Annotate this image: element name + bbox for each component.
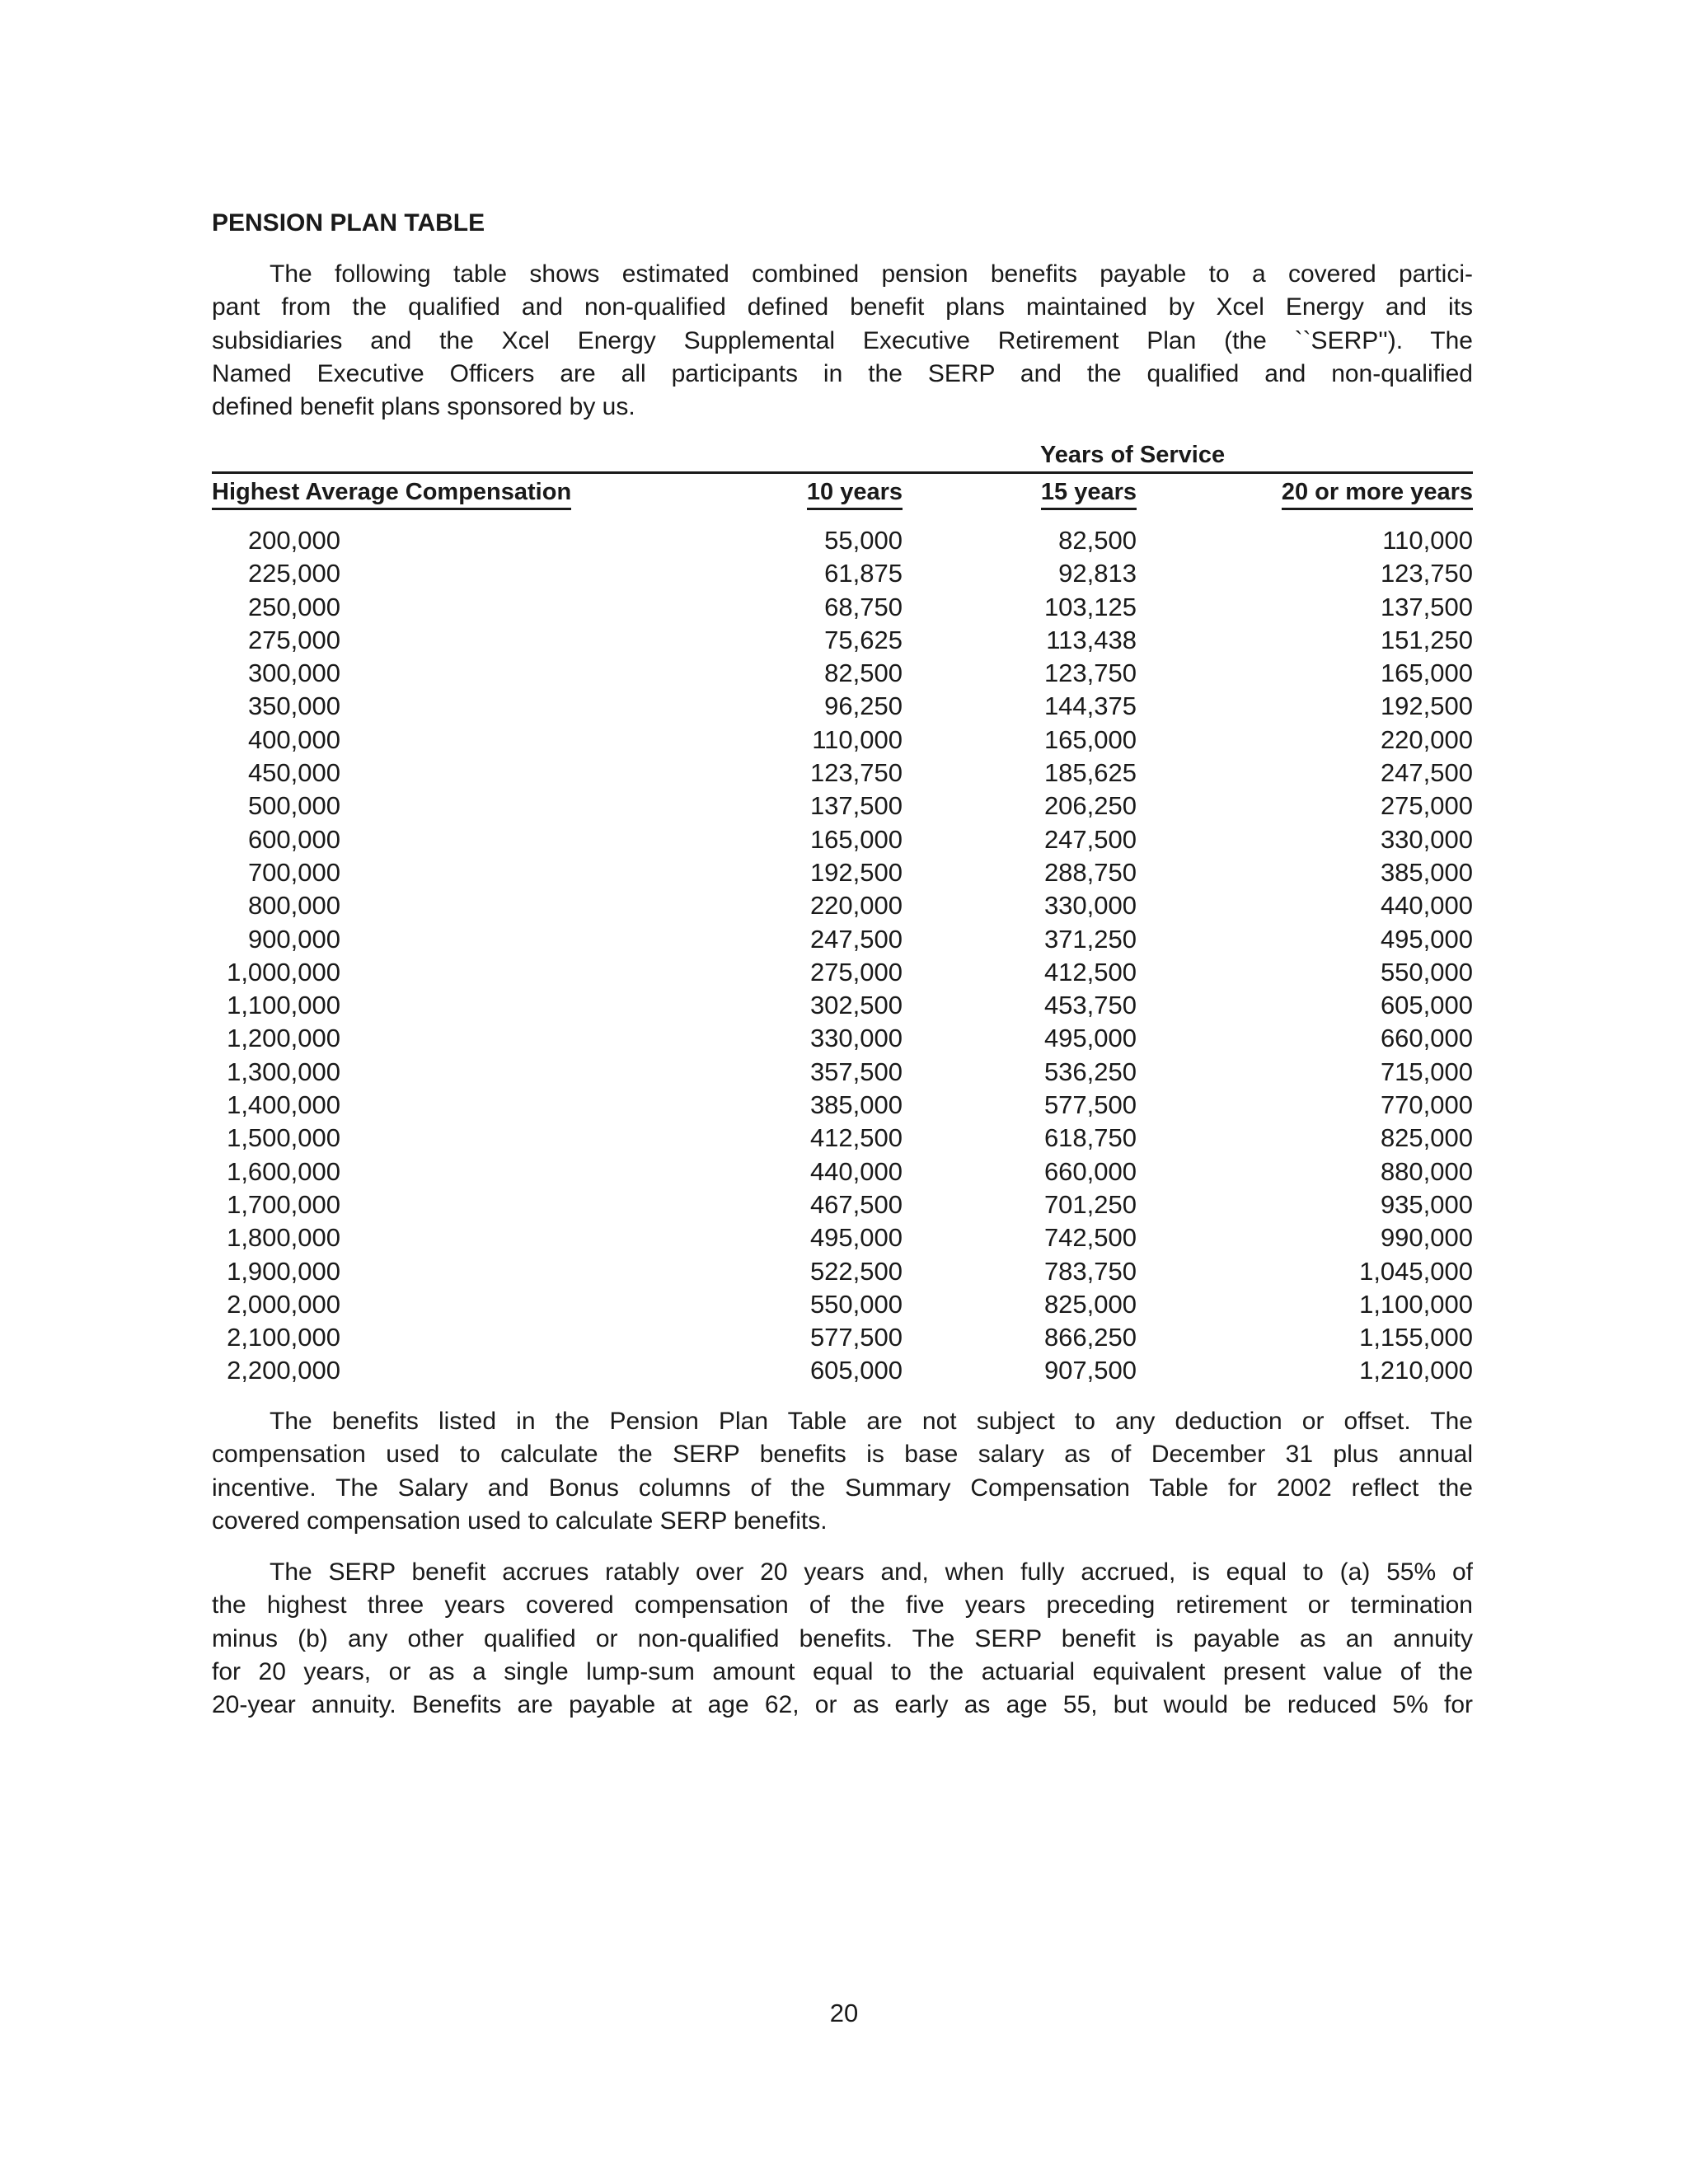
benefit-20-years-cell: 935,000 [1380, 1189, 1473, 1219]
table-row [0, 657, 1688, 690]
compensation-cell: 200,000 [247, 526, 340, 555]
benefit-15-years-cell: 206,250 [1043, 791, 1137, 821]
table-row [0, 790, 1688, 823]
benefit-10-years-cell: 247,500 [809, 924, 903, 954]
benefit-15-years-cell: 866,250 [1043, 1323, 1137, 1352]
benefit-20-years-cell: 385,000 [1380, 857, 1473, 887]
compensation-cell: 250,000 [247, 592, 340, 621]
compensation-cell: 225,000 [247, 559, 340, 588]
benefit-20-years-cell: 1,100,000 [1359, 1289, 1473, 1319]
benefit-15-years-cell: 165,000 [1043, 724, 1137, 754]
compensation-cell: 300,000 [247, 658, 340, 688]
benefit-20-years-cell: 192,500 [1380, 691, 1473, 721]
benefit-20-years-cell: 151,250 [1380, 625, 1473, 654]
section-title: PENSION PLAN TABLE [212, 209, 485, 237]
benefit-10-years-cell: 220,000 [809, 891, 903, 921]
table-row [0, 1056, 1688, 1089]
table-row [0, 1122, 1688, 1155]
benefit-20-years-cell: 275,000 [1380, 791, 1473, 821]
benefit-10-years-cell: 440,000 [809, 1156, 903, 1186]
benefit-15-years-cell: 371,250 [1043, 924, 1137, 954]
benefit-10-years-cell: 550,000 [809, 1289, 903, 1319]
benefit-15-years-cell: 185,625 [1043, 758, 1137, 788]
benefit-15-years-cell: 618,750 [1043, 1123, 1137, 1153]
benefit-15-years-cell: 288,750 [1043, 857, 1137, 887]
table-row [0, 923, 1688, 956]
compensation-cell: 1,600,000 [227, 1156, 340, 1186]
table-row [0, 1221, 1688, 1254]
benefit-20-years-cell: 825,000 [1380, 1123, 1473, 1153]
benefit-10-years-cell: 75,625 [824, 625, 903, 654]
compensation-cell: 1,800,000 [227, 1223, 340, 1253]
paragraph-line: the highest three years covered compensation of the five years preceding retirement or termination [212, 1591, 1473, 1619]
benefit-15-years-cell: 577,500 [1043, 1090, 1137, 1120]
table-row [0, 524, 1688, 557]
column-header-10-years: 10 years [807, 478, 903, 510]
compensation-cell: 600,000 [247, 824, 340, 854]
compensation-cell: 1,500,000 [227, 1123, 340, 1153]
compensation-cell: 450,000 [247, 758, 340, 788]
benefits-paragraph [212, 1405, 1473, 1538]
table-row [0, 1255, 1688, 1288]
paragraph-line: minus (b) any other qualified or non-qualified benefits. The SERP benefit is payable as an annuity [212, 1624, 1473, 1652]
compensation-cell: 1,100,000 [227, 991, 340, 1020]
table-row [0, 591, 1688, 624]
benefit-15-years-cell: 660,000 [1043, 1156, 1137, 1186]
compensation-cell: 400,000 [247, 724, 340, 754]
table-row [0, 1288, 1688, 1321]
table-row [0, 624, 1688, 657]
compensation-cell: 900,000 [247, 924, 340, 954]
benefit-20-years-cell: 495,000 [1380, 924, 1473, 954]
benefit-20-years-cell: 880,000 [1380, 1156, 1473, 1186]
benefit-15-years-cell: 783,750 [1043, 1256, 1137, 1286]
benefit-15-years-cell: 330,000 [1043, 891, 1137, 921]
benefit-15-years-cell: 825,000 [1043, 1289, 1137, 1319]
compensation-cell: 500,000 [247, 791, 340, 821]
benefit-20-years-cell: 770,000 [1380, 1090, 1473, 1120]
benefit-20-years-cell: 220,000 [1380, 724, 1473, 754]
paragraph-line: subsidiaries and the Xcel Energy Supplemental Executive Retirement Plan (the ``SERP''). The [212, 326, 1473, 354]
benefit-10-years-cell: 165,000 [809, 824, 903, 854]
benefit-10-years-cell: 275,000 [809, 957, 903, 987]
benefit-10-years-cell: 385,000 [809, 1090, 903, 1120]
benefit-20-years-cell: 1,210,000 [1359, 1356, 1473, 1385]
benefit-15-years-cell: 103,125 [1043, 592, 1137, 621]
table-row [0, 557, 1688, 590]
benefit-15-years-cell: 453,750 [1043, 991, 1137, 1020]
benefit-10-years-cell: 68,750 [824, 592, 903, 621]
paragraph-line: pant from the qualified and non-qualified defined benefit plans maintained by Xcel Energy and its [212, 293, 1473, 321]
table-row [0, 1354, 1688, 1387]
table-row [0, 757, 1688, 790]
paragraph-line: compensation used to calculate the SERP benefits is base salary as of December 31 plus annual [212, 1441, 1473, 1469]
benefit-10-years-cell: 123,750 [809, 758, 903, 788]
compensation-cell: 800,000 [247, 891, 340, 921]
page-number: 20 [829, 1999, 859, 2027]
benefit-10-years-cell: 605,000 [809, 1356, 903, 1385]
benefit-20-years-cell: 137,500 [1380, 592, 1473, 621]
benefit-15-years-cell: 907,500 [1043, 1356, 1137, 1385]
table-row [0, 1188, 1688, 1221]
benefit-20-years-cell: 165,000 [1380, 658, 1473, 688]
table-row [0, 1321, 1688, 1354]
table-row [0, 889, 1688, 922]
benefit-20-years-cell: 123,750 [1380, 559, 1473, 588]
paragraph-line: for 20 years, or as a single lump-sum amount equal to the actuarial equivalent present value of the [212, 1657, 1473, 1685]
table-row [0, 956, 1688, 989]
benefit-20-years-cell: 1,155,000 [1359, 1323, 1473, 1352]
compensation-cell: 2,100,000 [227, 1323, 340, 1352]
paragraph-line: 20-year annuity. Benefits are payable at age 62, or as early as age 55, but would be reduced 5% for [212, 1691, 1473, 1719]
benefit-10-years-cell: 467,500 [809, 1189, 903, 1219]
benefit-15-years-cell: 144,375 [1043, 691, 1137, 721]
table-row [0, 724, 1688, 757]
benefit-10-years-cell: 55,000 [824, 526, 903, 555]
header-rule [212, 471, 1473, 474]
benefit-10-years-cell: 522,500 [809, 1256, 903, 1286]
paragraph-line: covered compensation used to calculate SERP benefits. [212, 1507, 828, 1535]
benefit-20-years-cell: 605,000 [1380, 991, 1473, 1020]
table-row [0, 989, 1688, 1022]
table-row [0, 690, 1688, 723]
column-header-compensation: Highest Average Compensation [212, 478, 571, 510]
benefit-10-years-cell: 61,875 [824, 559, 903, 588]
benefit-15-years-cell: 92,813 [1058, 559, 1137, 588]
paragraph-line: incentive. The Salary and Bonus columns of the Summary Compensation Table for 2002 reflect the [212, 1474, 1473, 1502]
benefit-10-years-cell: 110,000 [812, 724, 903, 754]
paragraph-line: The SERP benefit accrues ratably over 20 years and, when fully accrued, is equal to (a) 55% of [270, 1558, 1473, 1586]
benefit-20-years-cell: 247,500 [1380, 758, 1473, 788]
benefit-20-years-cell: 550,000 [1380, 957, 1473, 987]
benefit-10-years-cell: 412,500 [809, 1123, 903, 1153]
benefit-15-years-cell: 113,438 [1046, 625, 1137, 654]
compensation-cell: 700,000 [247, 857, 340, 887]
benefit-15-years-cell: 123,750 [1043, 658, 1137, 688]
compensation-cell: 1,400,000 [227, 1090, 340, 1120]
compensation-cell: 1,000,000 [227, 957, 340, 987]
compensation-cell: 2,200,000 [227, 1356, 340, 1385]
paragraph-line: The following table shows estimated combined pension benefits payable to a covered partici- [270, 260, 1473, 288]
benefit-10-years-cell: 302,500 [809, 991, 903, 1020]
compensation-cell: 1,200,000 [227, 1024, 340, 1053]
benefit-15-years-cell: 536,250 [1043, 1057, 1137, 1086]
benefit-20-years-cell: 660,000 [1380, 1024, 1473, 1053]
table-row [0, 856, 1688, 889]
benefit-20-years-cell: 440,000 [1380, 891, 1473, 921]
compensation-cell: 350,000 [247, 691, 340, 721]
benefit-15-years-cell: 701,250 [1043, 1189, 1137, 1219]
column-header-20-years: 20 or more years [1282, 478, 1473, 510]
benefit-15-years-cell: 412,500 [1043, 957, 1137, 987]
benefit-10-years-cell: 82,500 [824, 658, 903, 688]
benefit-10-years-cell: 192,500 [809, 857, 903, 887]
benefit-10-years-cell: 577,500 [809, 1323, 903, 1352]
paragraph-line: defined benefit plans sponsored by us. [212, 393, 635, 421]
benefit-20-years-cell: 715,000 [1380, 1057, 1473, 1086]
benefit-20-years-cell: 110,000 [1382, 526, 1473, 555]
intro-paragraph [212, 258, 1473, 424]
benefit-15-years-cell: 247,500 [1043, 824, 1137, 854]
column-header-15-years: 15 years [1041, 478, 1137, 510]
compensation-cell: 1,300,000 [227, 1057, 340, 1086]
table-row [0, 1155, 1688, 1188]
benefit-20-years-cell: 990,000 [1380, 1223, 1473, 1253]
benefit-10-years-cell: 137,500 [809, 791, 903, 821]
table-row [0, 1089, 1688, 1122]
compensation-cell: 275,000 [247, 625, 340, 654]
paragraph-line: The benefits listed in the Pension Plan Table are not subject to any deduction or offset. The [270, 1408, 1473, 1435]
benefit-10-years-cell: 357,500 [809, 1057, 903, 1086]
pension-table-body [0, 524, 1688, 1388]
compensation-cell: 1,900,000 [227, 1256, 340, 1286]
benefit-15-years-cell: 495,000 [1043, 1024, 1137, 1053]
compensation-cell: 1,700,000 [227, 1189, 340, 1219]
benefit-10-years-cell: 96,250 [824, 691, 903, 721]
benefit-10-years-cell: 330,000 [809, 1024, 903, 1053]
benefit-15-years-cell: 82,500 [1058, 526, 1137, 555]
years-of-service-header: Years of Service [1040, 442, 1226, 468]
paragraph-line: Named Executive Officers are all participants in the SERP and the qualified and non-qualified [212, 359, 1473, 387]
benefit-10-years-cell: 495,000 [809, 1223, 903, 1253]
table-row [0, 1022, 1688, 1055]
serp-paragraph [212, 1556, 1473, 1722]
benefit-15-years-cell: 742,500 [1043, 1223, 1137, 1253]
benefit-20-years-cell: 1,045,000 [1359, 1256, 1473, 1286]
compensation-cell: 2,000,000 [227, 1289, 340, 1319]
benefit-20-years-cell: 330,000 [1380, 824, 1473, 854]
table-row [0, 823, 1688, 856]
